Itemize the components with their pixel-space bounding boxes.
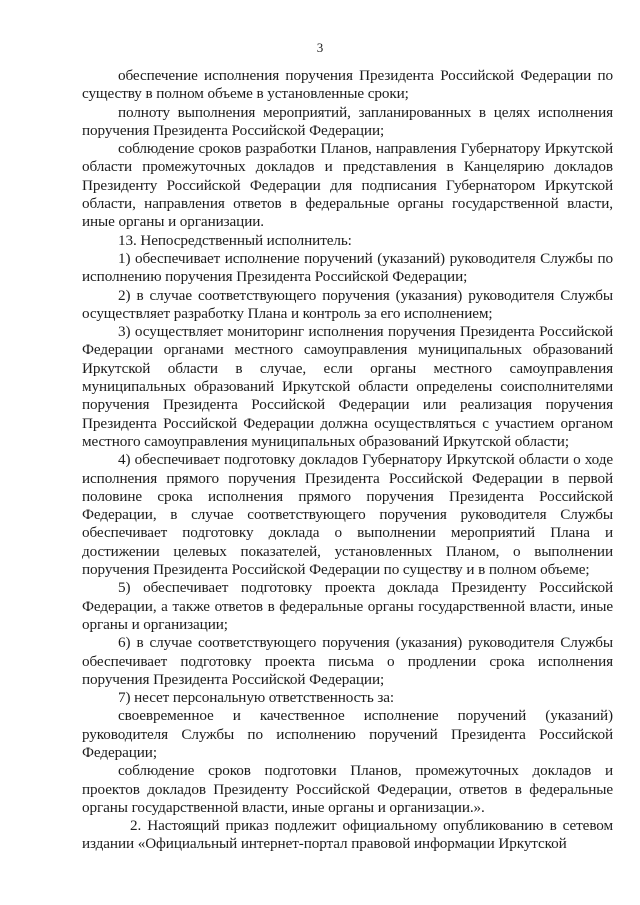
section-heading: 13. Непосредственный исполнитель:	[118, 231, 352, 249]
list-item: 3) осуществляет мониторинг исполнения поручения Президента Российской Федерации органами местного самоуправления муниципальных образований Иркутской области в случае, если органы местного самоуправления муниципальных образований Иркутской области определены соисполнителями поручения Президента Российской Федерации или реализация поручения Президента Российской Федерации должна осуществляться с участием органом местного самоуправления муниципальных образований Иркутской области;	[82, 323, 613, 450]
list-item: 2) в случае соответствующего поручения (указания) руководителя Службы осуществляет разработку Плана и контроль за его исполнением;	[82, 286, 613, 322]
paragraph: полноту выполнения мероприятий, запланированных в целях исполнения поручения Президента Российской Федерации;	[82, 103, 613, 139]
document-body	[82, 67, 613, 854]
list-item: 5) обеспечивает подготовку проекта доклада Президенту Российской Федерации, а также ответов в федеральные органы государственной власти, иные органы и организации;	[82, 579, 613, 633]
paragraph: соблюдение сроков разработки Планов, направления Губернатору Иркутской области промежуточных докладов и представления в Канцелярию докладов Президенту Российской Федерации для подписания Губернатором Иркутской области, направления ответов в федеральные органы государственной власти, иные органы и организации.	[82, 140, 613, 231]
paragraph: 2. Настоящий приказ подлежит официальному опубликованию в сетевом издании «Официальный интернет-портал правовой информации Иркутской	[82, 817, 613, 853]
paragraph: своевременное и качественное исполнение поручений (указаний) руководителя Службы по исполнению поручений Президента Российской Федерации;	[82, 707, 613, 761]
paragraph: обеспечение исполнения поручения Президента Российской Федерации по существу в полном объеме в установленные сроки;	[82, 67, 613, 103]
list-item: 4) обеспечивает подготовку докладов Губернатору Иркутской области о ходе исполнения прямого поручения Президента Российской Федерации в первой половине срока исполнения прямого поручения Президента Российской Федерации, в случае соответствующего поручения руководителя Службы обеспечивает подготовку доклада о выполнении мероприятий Плана и достижении целевых показателей, установленных Планом, о выполнении поручения Президента Российской Федерации по существу и в полном объеме;	[82, 451, 613, 579]
list-item: 7) несет персональную ответственность за:	[118, 689, 395, 707]
page-number: 3	[316, 40, 324, 55]
list-item: 6) в случае соответствующего поручения (указания) руководителя Службы обеспечивает подготовку проекта письма о продлении срока исполнения поручения Президента Российской Федерации;	[82, 634, 613, 688]
paragraph: соблюдение сроков подготовки Планов, промежуточных докладов и проектов докладов Президенту Российской Федерации, ответов в федеральные органы государственной власти, иные органы и организации.».	[82, 762, 613, 816]
list-item: 1) обеспечивает исполнение поручений (указаний) руководителя Службы по исполнению поручения Президента Российской Федерации;	[82, 249, 613, 286]
